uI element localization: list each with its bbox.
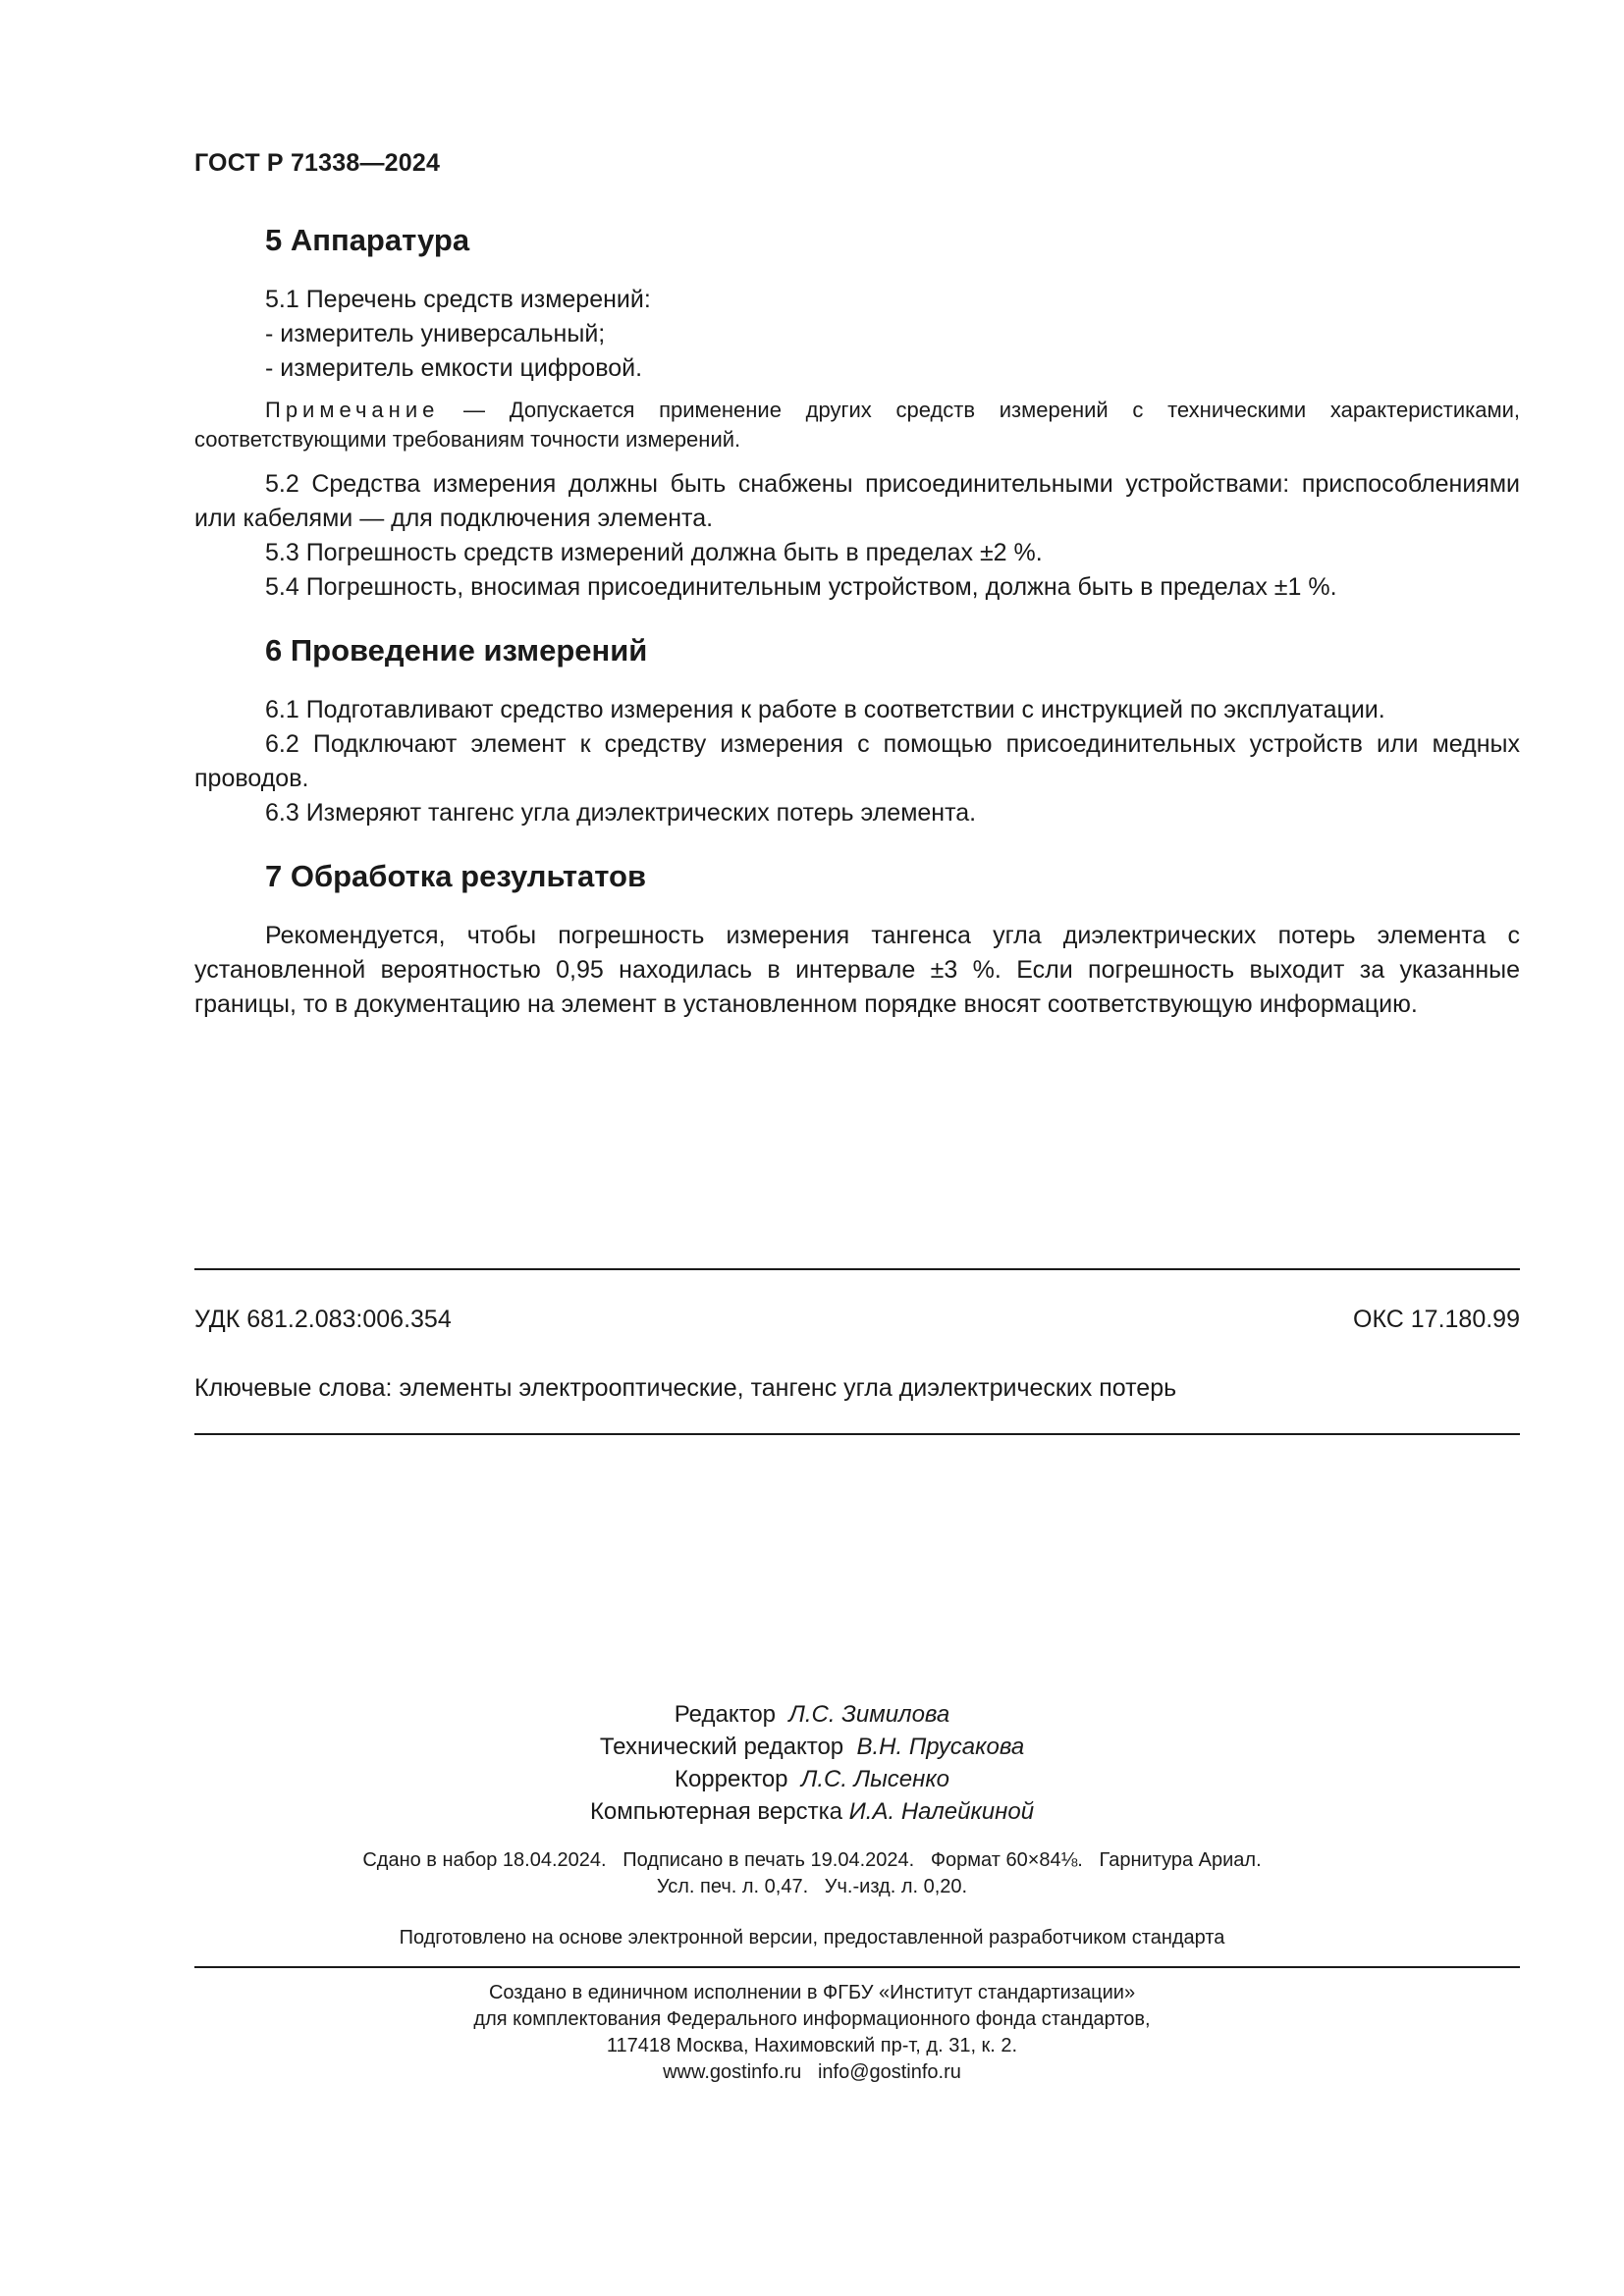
credits-block <box>0 1698 1624 1828</box>
credit-corrector: Корректор Л.С. Лысенко <box>674 1766 950 1792</box>
note-label: Примечание <box>265 398 440 422</box>
publisher-contacts: www.gostinfo.ru info@gostinfo.ru <box>663 2061 961 2083</box>
section-7-paragraph: Рекомендуется, чтобы погрешность измерения тангенса угла диэлектрических потерь элемента с установленной вероятностью 0,95 находилась в интервале ±3 %. Если погрешность выходит за указанные границы, то в документацию на элемент в установленном порядке вносят соответствующую информацию. <box>194 922 1520 1018</box>
clause-5-1: 5.1 Перечень средств измерений: <box>265 286 651 313</box>
publisher-address: 117418 Москва, Нахимовский пр-т, д. 31, к. 2. <box>606 2035 1018 2056</box>
list-item: - измеритель емкости цифровой. <box>265 354 643 382</box>
publisher-line-2: для комплектования Федерального информационного фонда стандартов, <box>473 2008 1151 2030</box>
section-5-heading: 5 Аппаратура <box>265 223 470 257</box>
note <box>194 396 1520 454</box>
main-content <box>194 221 1520 1022</box>
print-line-1: Сдано в набор 18.04.2024. Подписано в печать 19.04.2024. Формат 60×84⅛. Гарнитура Ариал. <box>362 1849 1262 1871</box>
clause-6-1: 6.1 Подготавливают средство измерения к работе в соответствии с инструкцией по эксплуатации. <box>265 696 1385 723</box>
running-header: ГОСТ Р 71338—2024 <box>194 149 441 177</box>
credit-tech-editor: Технический редактор В.Н. Прусакова <box>599 1734 1025 1760</box>
divider <box>194 1268 1520 1270</box>
clause-5-4: 5.4 Погрешность, вносимая присоединительным устройством, должна быть в пределах ±1 %. <box>265 573 1337 601</box>
clause-5-3: 5.3 Погрешность средств измерений должна быть в пределах ±2 %. <box>265 539 1043 566</box>
clause-6-3: 6.3 Измеряют тангенс угла диэлектрических потерь элемента. <box>265 799 977 827</box>
print-line-2: Усл. печ. л. 0,47. Уч.-изд. л. 0,20. <box>656 1876 968 1897</box>
prepared-note: Подготовлено на основе электронной версии, предоставленной разработчиком стандарта <box>399 1927 1225 1949</box>
list-item: - измеритель универсальный; <box>265 320 606 347</box>
credit-layout: Компьютерная верстка И.А. Налейкиной <box>589 1798 1035 1825</box>
section-5 <box>194 221 1520 605</box>
credit-editor: Редактор Л.С. Зимилова <box>674 1701 950 1728</box>
divider <box>194 1966 1520 1968</box>
section-6-heading: 6 Проведение измерений <box>265 633 648 667</box>
divider <box>194 1433 1520 1435</box>
udk-code: УДК 681.2.083:006.354 <box>194 1306 452 1333</box>
section-7 <box>194 857 1520 1022</box>
publisher-line-1: Создано в единичном исполнении в ФГБУ «Институт стандартизации» <box>488 1982 1136 2003</box>
keywords: Ключевые слова: элементы электрооптические, тангенс угла диэлектрических потерь <box>194 1374 1177 1402</box>
section-7-heading: 7 Обработка результатов <box>265 859 647 893</box>
section-6 <box>194 631 1520 830</box>
note-text: — Допускается применение других средств измерений с техническими характеристиками, соответствующими требованиям точности измерений. <box>194 398 1520 452</box>
clause-6-2: 6.2 Подключают элемент к средству измерения с помощью присоединительных устройств или медных проводов. <box>194 730 1520 792</box>
oks-code: ОКС 17.180.99 <box>1353 1306 1520 1333</box>
clause-5-2: 5.2 Средства измерения должны быть снабжены присоединительными устройствами: приспособлениями или кабелями — для подключения элемента. <box>194 470 1520 532</box>
